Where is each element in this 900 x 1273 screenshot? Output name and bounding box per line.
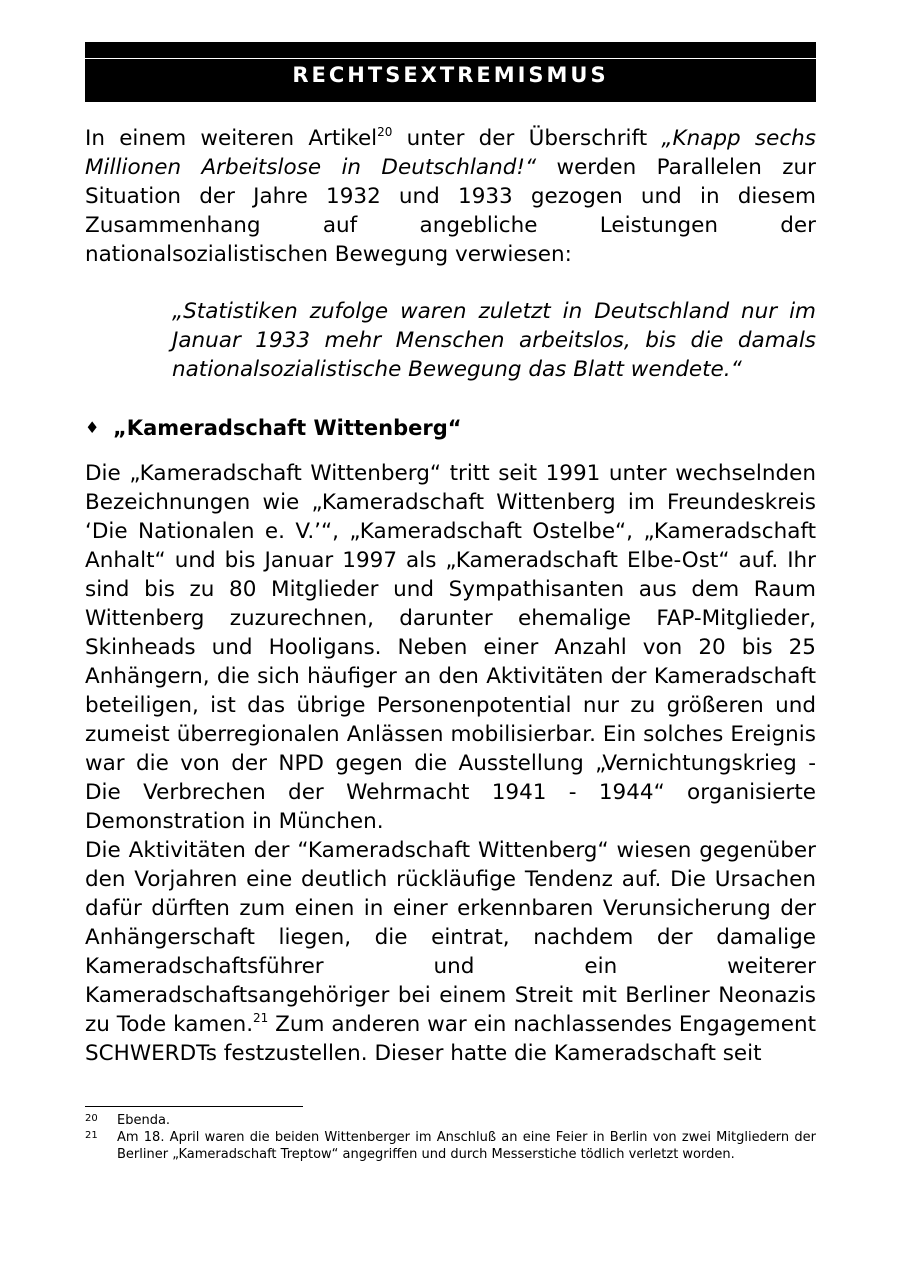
section-heading-text: „Kameradschaft Wittenberg“ — [113, 416, 462, 440]
intro-text-end: werden Parallelen zur Situation der Jahre 1932 und 1933 gezogen und in diesem Zusammenhang auf angebliche Leistungen der nationalsozialistischen Bewegung verwiesen: — [85, 155, 816, 267]
header-rule — [85, 58, 816, 59]
footnote-number: 20 — [85, 1113, 98, 1124]
header-bar — [85, 42, 816, 102]
intro-text-start: In einem weiteren Artikel — [85, 126, 378, 151]
footnote-text: Am 18. April waren die beiden Wittenberger im Anschluß an eine Feier in Berlin von zwei Mitgliedern der Berliner „Kameradschaft Treptow“ angegriffen und durch Messerstiche tödlich verletzt worden. — [117, 1130, 816, 1162]
diamond-bullet-icon: ♦ — [85, 418, 100, 437]
footnote-item — [85, 1112, 816, 1129]
footnote-separator — [85, 1106, 303, 1107]
intro-text-middle: unter der Überschrift — [392, 126, 662, 151]
paragraph-2-text-end: Zum anderen war ein nachlassendes Engagement SCHWERDTs festzustellen. Dieser hatte die Kameradschaft seit — [85, 1012, 816, 1066]
footnote-ref-21[interactable]: 21 — [253, 1011, 269, 1025]
footnote-ref-20[interactable]: 20 — [377, 125, 393, 139]
intro-paragraph — [85, 124, 816, 269]
block-quote: „Statistiken zufolge waren zuletzt in Deutschland nur im Januar 1933 mehr Menschen arbeitslos, bis die damals nationalsozialistische Bewegung das Blatt wendete.“ — [172, 299, 816, 382]
section-heading — [85, 414, 816, 442]
footnote-item — [85, 1129, 816, 1163]
paragraph-2-text-start: Die Aktivitäten der “Kameradschaft Wittenberg“ wiesen gegenüber den Vorjahren eine deutlich rückläufige Tendenz auf. Die Ursachen dafür dürften zum einen in einer erkennbaren Verunsicherung der Anhängerschaft liegen, die eintrat, nachdem der damalige Kameradschaftsführer und ein weiterer Kameradschaftsangehöriger bei einem Streit mit Berliner Neonazis zu Tode kamen. — [85, 838, 816, 1037]
document-page — [85, 42, 816, 1068]
footnotes — [85, 1112, 816, 1163]
footnote-text: Ebenda. — [117, 1113, 171, 1128]
footnote-number: 21 — [85, 1130, 98, 1141]
section-paragraph-2 — [85, 836, 816, 1068]
intro-headline-quote: „Knapp sechs Millionen Arbeitslose in Deutschland!“ — [85, 126, 816, 180]
page-title: RECHTSEXTREMISMUS — [292, 63, 609, 87]
section-paragraph-1: Die „Kameradschaft Wittenberg“ tritt seit 1991 unter wechselnden Bezeichnungen wie „Kameradschaft Wittenberg im Freundeskreis ‘Die Nationalen e. V.’“, „Kameradschaft Ostelbe“, „Kameradschaft Anhalt“ und bis Januar 1997 als „Kameradschaft Elbe-Ost“ auf. Ihr sind bis zu 80 Mitglieder und Sympathisanten aus dem Raum Wittenberg zuzurechnen, darunter ehemalige FAP-Mitglieder, Skinheads und Hooligans. Neben einer Anzahl von 20 bis 25 Anhängern, die sich häufiger an den Aktivitäten der Kameradschaft beteiligen, ist das übrige Personenpotential nur zu größeren und zumeist überregionalen Anlässen mobilisierbar. Ein solches Ereignis war die von der NPD gegen die Ausstellung „Vernichtungskrieg - Die Verbrechen der Wehrmacht 1941 - 1944“ organisierte Demonstration in München. — [85, 461, 816, 834]
